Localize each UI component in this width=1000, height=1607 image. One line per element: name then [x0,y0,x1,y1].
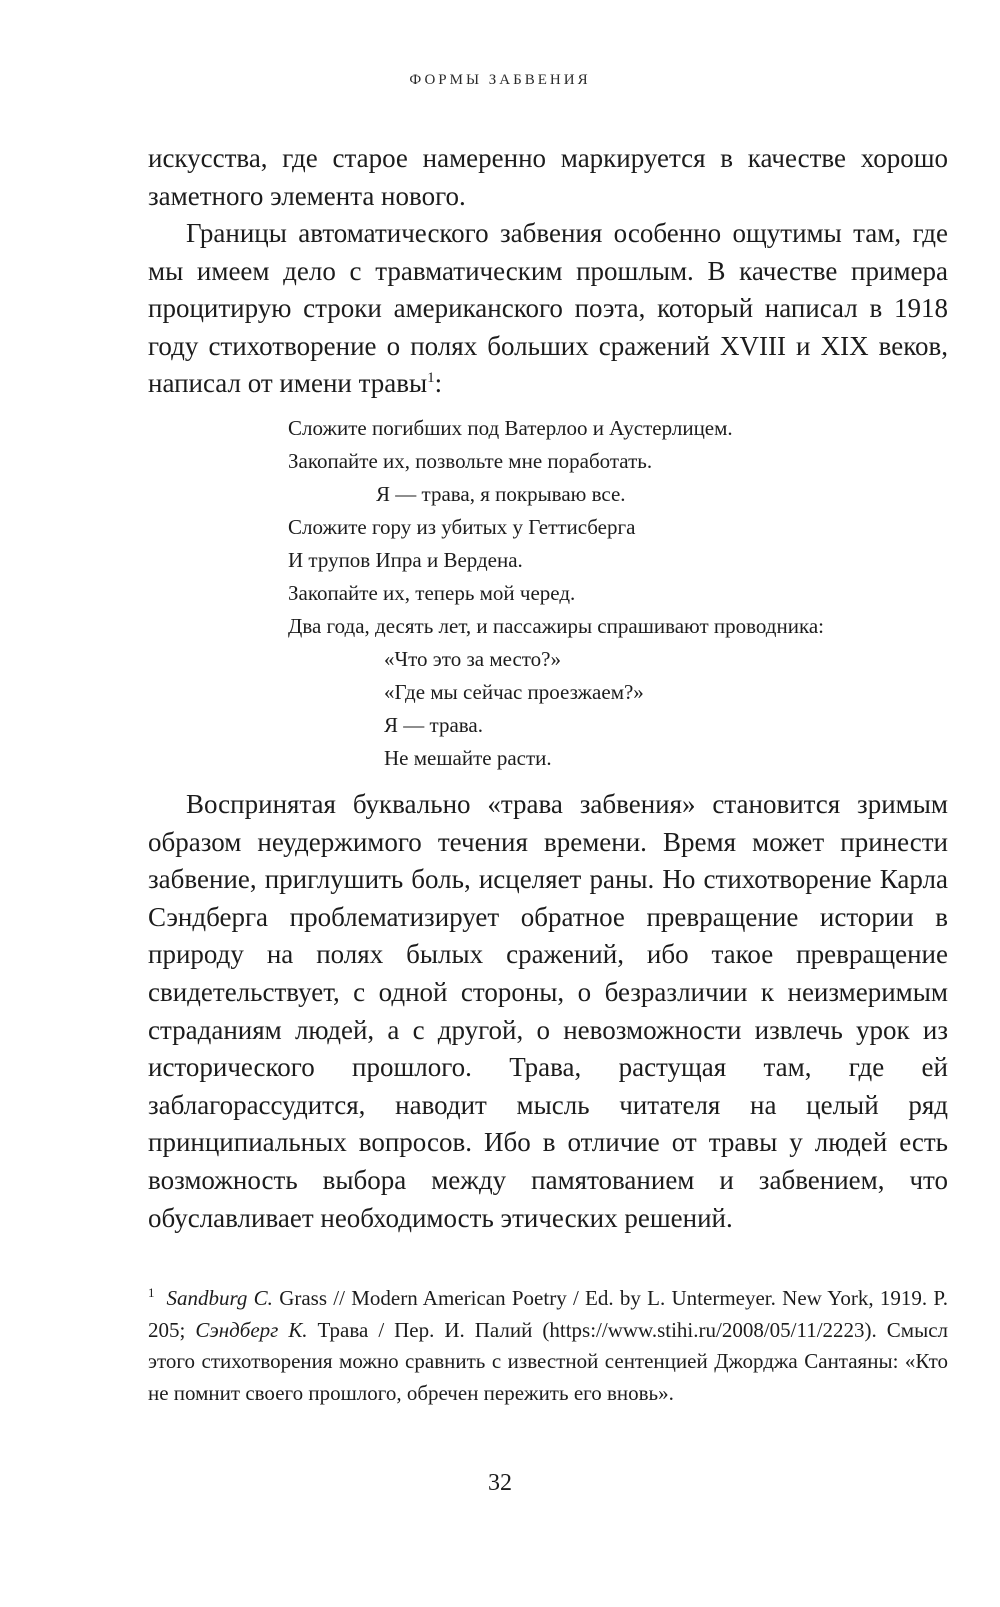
poem-line: Сложите гору из убитых у Геттисберга [288,515,636,539]
poem-line: Сложите погибших под Ватерлоо и Аустерлицем. [288,416,733,440]
footnote-reference[interactable]: 1 [427,370,435,386]
poem-line: Закопайте их, теперь мой черед. [288,581,576,605]
paragraph-continuation: искусства, где старое намеренно маркируется в качестве хорошо заметного элемента нового. [148,143,948,211]
paragraph-commentary: Воспринятая буквально «трава забвения» становится зримым образом неудержимого течения времени. Время может принести забвение, приглушить боль, исцеляет раны. Но стихотворение Карла Сэндберга проблематизирует обратное превращение истории в природу на полях былых сражений, ибо такое превращение свидетельствует, с одной стороны, о безразличии к неизмеримым страданиям людей, а с другой, о невозможности извлечь урок из исторического прошлого. Трава, растущая там, где ей заблагорассудится, наводит мысль читателя на целый ряд принципиальных вопросов. Ибо в отличие от травы у людей есть возможность выбора между памятованием и забвением, что обуславливает необходимость этических решений. [148,789,948,1233]
poem-quote [288,412,948,775]
footnote [148,1283,948,1409]
body-text-bottom [148,786,948,1237]
poem-line: «Что это за место?» [384,647,562,671]
footnote-author-en: Sandburg C. [166,1286,273,1310]
paragraph-intro-text: Границы автоматического забвения особенно ощутимы там, где мы имеем дело с травматическим прошлым. В качестве примера процитирую строки американского поэта, который написал в 1918 году стихотворение о полях больших сражений XVIII и XIX веков, написал от имени травы [148,218,948,398]
paragraph-intro-poem [148,215,948,403]
footnote-mark: 1 [148,1285,155,1300]
poem-line: Я — трава, я покрываю все. [376,482,626,506]
poem-line: Два года, десять лет, и пассажиры спрашивают проводника: [288,614,825,638]
footnote-source-ru: Трава / Пер. И. Палий (https://www.stihi.ru/2008/05/11/2223). Смысл этого стихотворения можно сравнить с известной сентенцией Джорджа Сантаяны: «Кто не помнит своего прошлого, обречен пережить его вновь». [148,1317,948,1405]
footnote-source-en: Grass // Modern American Poetry / Ed. by L. Untermeyer. New York, 1919. P. 205; [148,1286,948,1342]
poem-line: Закопайте их, позвольте мне поработать. [288,449,653,473]
paragraph-intro-colon: : [434,368,443,398]
poem-line: Не мешайте расти. [384,746,552,770]
footnote-text [148,1283,948,1409]
footnote-author-ru: Сэндберг К. [195,1317,308,1342]
page-number: 32 [488,1470,512,1496]
running-head: ФОРМЫ ЗАБВЕНИЯ [409,72,591,88]
poem-line: Я — трава. [384,713,483,737]
poem-line: «Где мы сейчас проезжаем?» [384,680,644,704]
poem-line: И трупов Ипра и Вердена. [288,548,523,572]
body-text-top [148,140,948,403]
